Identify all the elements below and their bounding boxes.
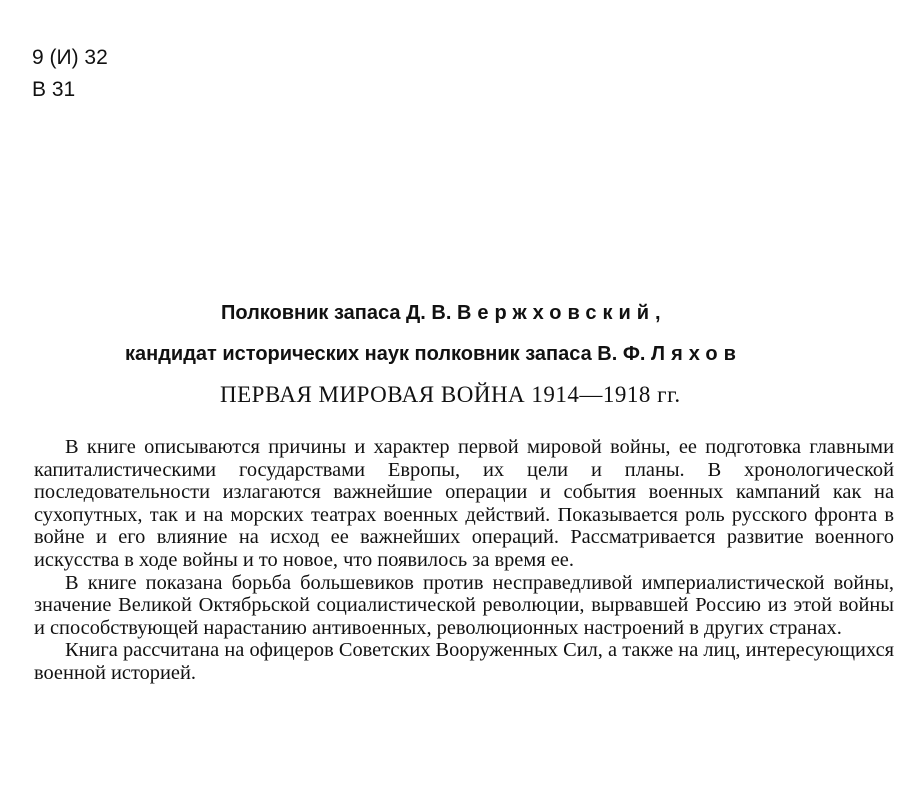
author-1-rank: Полковник запаса Д. В. [221, 302, 452, 324]
annotation-paragraph: Книга рассчитана на офицеров Советских Вооруженных Сил, а также на лиц, интересующихся военной историей. [34, 639, 894, 684]
catalog-codes [32, 42, 108, 106]
annotation-paragraph: В книге показана борьба большевиков против несправедливой империалистической войны, значение Великой Октябрьской социалистической революции, вырвавшей Россию из этой войны и способствующей нарастанию антивоенных, революционных настроений в других странах. [34, 571, 894, 639]
author-line-1 [221, 302, 667, 325]
library-code: В 31 [32, 78, 76, 101]
annotation-paragraph: В книге описываются причины и характер первой мировой войны, ее подготовка главными капиталистическими государствами Европы, их цели и планы. В хронологической последовательности излагаются важнейшие операции и события военных кампаний как на сухопутных, так и на морских театрах военных действий. Показывается роль русского фронта в войне и его влияние на исход ее важнейших операций. Рассматривается развитие военного искусства в ходе войны и то новое, что появилось за время ее. [34, 436, 894, 571]
book-title: ПЕРВАЯ МИРОВАЯ ВОЙНА 1914—1918 гг. [220, 382, 681, 407]
author-2-surname: Ляхов [651, 343, 742, 365]
author-line-2 [125, 343, 742, 366]
author-2-rank: кандидат исторических наук полковник запаса В. Ф. [125, 343, 646, 365]
author-1-surname: Вержховский, [456, 302, 667, 324]
annotation-text [34, 436, 894, 685]
udc-code: 9 (И) 32 [32, 46, 108, 69]
